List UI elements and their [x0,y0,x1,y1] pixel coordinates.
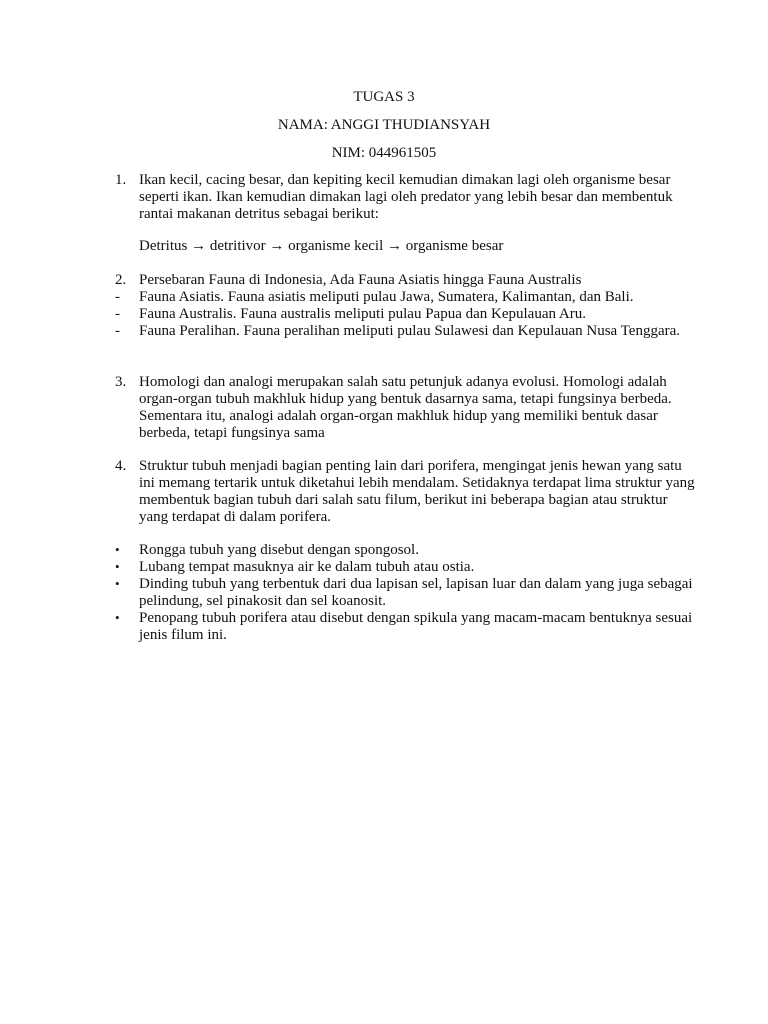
food-chain-text: Detritus → detritivor → organisme kecil → organisme besar [139,238,504,254]
list-number: 1. [115,172,127,188]
dash-marker: - [115,323,120,339]
bullet-item-text: Lubang tempat masuknya air ke dalam tubuh atau ostia. [139,559,475,575]
dash-marker: - [115,306,120,322]
list-item-text: Persebaran Fauna di Indonesia, Ada Fauna Asiatis hingga Fauna Australis [139,272,582,288]
list-item-text: Homologi dan analogi merupakan salah satu petunjuk adanya evolusi. Homologi adalah organ-organ tubuh makhluk hidup yang bentuk dasarnya sama, tetapi fungsinya berbeda. Sementara itu, analogi adalah organ-organ makhluk hidup yang memiliki bentuk dasar berbeda, tetapi fungsinya sama [139,374,672,441]
dash-item-text: Fauna Australis. Fauna australis meliputi pulau Papua dan Kepulauan Aru. [139,306,586,322]
bullet-item-text: Penopang tubuh porifera atau disebut dengan spikula yang macam-macam bentuknya sesuai jenis filum ini. [139,610,693,643]
bullet-item-text: Rongga tubuh yang disebut dengan spongosol. [139,542,419,558]
list-number: 4. [115,458,127,474]
list-number: 2. [115,272,127,288]
list-number: 3. [115,374,127,390]
bullet-marker: • [115,610,120,625]
dash-item-text: Fauna Asiatis. Fauna asiatis meliputi pulau Jawa, Sumatera, Kalimantan, dan Bali. [139,289,634,305]
student-name: NAMA: ANGGI THUDIANSYAH [277,117,491,133]
list-item-text: Struktur tubuh menjadi bagian penting lain dari porifera, mengingat jenis hewan yang satu ini memang tertarik untuk diketahui lebih mendalam. Setidaknya terdapat lima struktur yang membentuk bagian tubuh dari salah satu filum, berikut ini beberapa bagian atau struktur yang terdapat di dalam porifera. [139,458,695,525]
list-item-text: Ikan kecil, cacing besar, dan kepiting kecil kemudian dimakan lagi oleh organisme besar seperti ikan. Ikan kemudian dimakan lagi oleh predator yang lebih besar dan membentuk rantai makanan detritus sebagai berikut: [139,172,673,222]
bullet-marker: • [115,559,120,574]
bullet-marker: • [115,576,120,591]
document-title: TUGAS 3 [353,89,415,105]
bullet-item-text: Dinding tubuh yang terbentuk dari dua lapisan sel, lapisan luar dan dalam yang juga sebagai pelindung, sel pinakosit dan sel koanosit. [139,576,693,609]
student-nim: NIM: 044961505 [331,145,437,161]
bullet-marker: • [115,542,120,557]
dash-marker: - [115,289,120,305]
dash-item-text: Fauna Peralihan. Fauna peralihan meliputi pulau Sulawesi dan Kepulauan Nusa Tenggara. [139,323,681,339]
